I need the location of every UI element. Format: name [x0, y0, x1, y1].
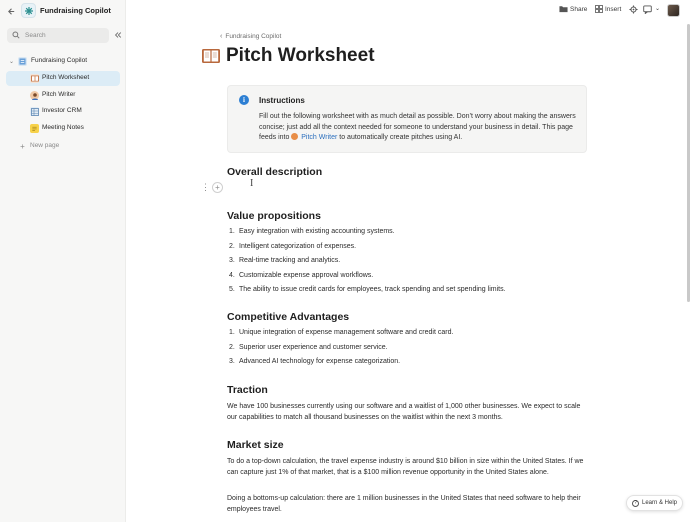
list-item: 3. Real-time tracking and analytics. [229, 257, 341, 264]
collapse-sidebar-icon[interactable] [113, 31, 122, 40]
sidebar-item-label: Fundraising Copilot [31, 57, 88, 64]
market-size-paragraph: To do a top-down calculation, the travel expense industry is around $10 billion in size within the United States. If we can capture just 1% of that market, that is a $100 million revenue opportunity in the United States alone. [227, 458, 584, 476]
text-cursor-icon: I [250, 178, 254, 189]
callout-text: Fill out the following worksheet with as much detail as possible. Don’t worry about making the answers concise; just add all the context needed for someone to understand your business in detail. This page feeds into [259, 113, 576, 141]
heading-value-propositions: Value propositions [227, 210, 321, 222]
instructions-callout [227, 85, 587, 153]
insert-label: Insert [605, 5, 622, 13]
database-icon [30, 107, 39, 116]
list-item: 4. Customizable expense approval workflows. [229, 271, 374, 279]
comment-icon[interactable] [643, 5, 652, 14]
heading-traction: Traction [227, 384, 268, 396]
search-box[interactable] [7, 28, 109, 43]
share-label: Share [570, 5, 588, 13]
competitive-advantages-list [229, 329, 453, 373]
workspace-icon [18, 57, 27, 66]
search-input[interactable] [25, 30, 105, 41]
sidebar-item-workspace[interactable] [6, 54, 120, 69]
sidebar-item-investor-crm[interactable] [6, 104, 120, 119]
heading-overall-description: Overall description [227, 166, 323, 178]
share-button[interactable] [559, 5, 587, 13]
breadcrumb-label: Fundraising Copilot [225, 33, 282, 40]
callout-body [259, 112, 577, 144]
settings-icon[interactable] [629, 5, 638, 14]
sidebar-item-label: Pitch Worksheet [42, 74, 90, 81]
sidebar-item-pitch-writer[interactable] [6, 88, 120, 103]
learn-help-label: Learn & Help [641, 500, 678, 506]
breadcrumb[interactable] [220, 33, 281, 40]
back-arrow-icon[interactable] [6, 5, 16, 17]
info-icon: i [239, 95, 249, 105]
market-size-paragraph-2: Doing a bottoms-up calculation: there are 1 million businesses in the United States that need software to help their employees travel. [227, 495, 581, 513]
sidebar-item-pitch-worksheet[interactable] [6, 71, 120, 86]
traction-paragraph: We have 100 businesses currently using our software and a waitlist of 1,000 other businesses. We expect to scale our capabilities to match all thousand businesses on the waitlist within the next 3 months. [227, 403, 581, 421]
heading-competitive-advantages: Competitive Advantages [227, 311, 350, 323]
sidebar-item-label: Investor CRM [42, 107, 82, 114]
folder-icon [559, 5, 568, 13]
chevron-down-icon[interactable]: ⌄ [655, 6, 661, 12]
sidebar-item-label: Pitch Writer [42, 91, 76, 98]
insert-button[interactable] [595, 5, 621, 13]
callout-title: Instructions [259, 96, 305, 105]
new-page-button[interactable] [6, 139, 120, 154]
book-icon [202, 48, 220, 64]
add-block-button[interactable]: + [212, 182, 223, 193]
callout-text: to automatically create pitches using AI. [339, 134, 463, 141]
list-item: 1. Unique integration of expense management software and credit card. [229, 329, 454, 336]
list-item: 1. Easy integration with existing accounting systems. [229, 228, 395, 235]
sidebar-item-label: Meeting Notes [42, 124, 84, 131]
list-item: 2. Intelligent categorization of expenses. [229, 242, 357, 250]
search-icon [12, 31, 20, 41]
avatar-icon [30, 91, 39, 100]
list-item: 5. The ability to issue credit cards for employees, track spending and set spending limits. [229, 286, 506, 293]
value-propositions-list [229, 228, 506, 301]
page-title-text: Pitch Worksheet [226, 45, 375, 66]
grid-icon [595, 5, 603, 13]
plus-icon: + [20, 142, 25, 151]
heading-market-size: Market size [227, 439, 284, 451]
book-icon [30, 74, 39, 83]
chevron-left-icon: ‹ [220, 33, 223, 40]
app-title: Fundraising Copilot [40, 6, 111, 15]
question-icon: ? [632, 500, 639, 507]
chevron-down-icon[interactable]: ⌄ [9, 59, 15, 65]
new-page-label: New page [30, 142, 60, 149]
notes-icon [30, 124, 39, 133]
pitch-writer-link[interactable]: Pitch Writer [301, 134, 338, 141]
list-item: 2. Superior user experience and customer service. [229, 343, 388, 351]
learn-help-button[interactable] [626, 495, 683, 511]
sidebar-item-meeting-notes[interactable] [6, 121, 120, 136]
drag-handle-icon[interactable]: ⋮ [201, 182, 210, 192]
avatar-icon [291, 133, 298, 140]
user-avatar[interactable] [667, 4, 680, 17]
list-item: 3. Advanced AI technology for expense categorization. [229, 358, 401, 365]
sidebar [0, 0, 126, 522]
page-title [202, 45, 375, 67]
app-logo-icon [21, 3, 36, 18]
scrollbar-thumb[interactable] [687, 24, 690, 302]
